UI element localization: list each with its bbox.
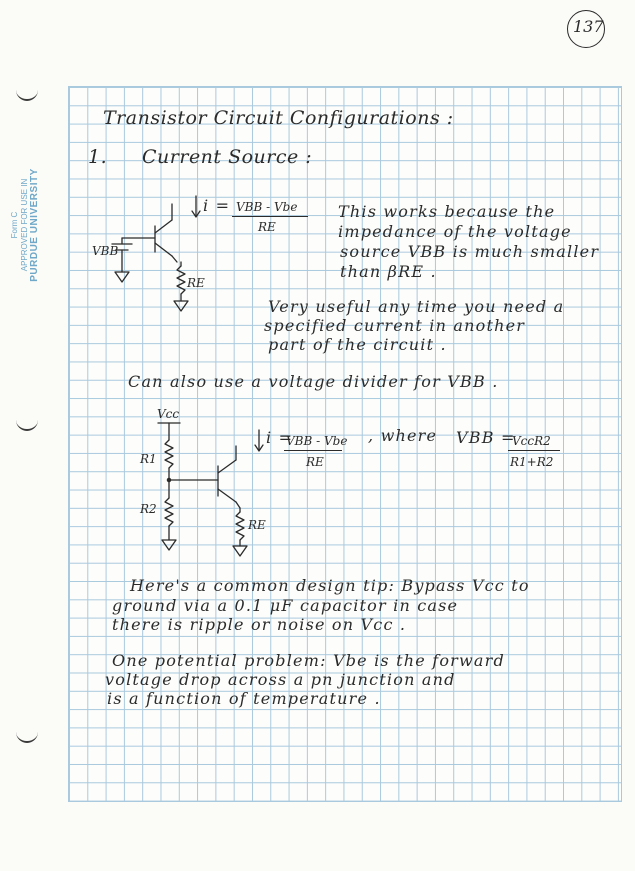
stamp-approved: APPROVED FOR USE IN	[20, 178, 29, 272]
vbb-eq-label: VBB =	[456, 428, 516, 447]
fraction-bar	[508, 450, 560, 451]
r1-label: R1	[140, 452, 157, 466]
page-number: 137	[573, 17, 604, 36]
explanation-line: source VBB is much smaller	[340, 242, 600, 261]
explanation-line: impedance of the voltage	[338, 222, 572, 241]
problem-line: One potential problem: Vbe is the forward	[112, 651, 505, 670]
current-eq-denominator: RE	[258, 220, 276, 234]
tip-line: there is ripple or noise on Vcc .	[112, 615, 407, 634]
section-heading: Current Source :	[142, 146, 313, 168]
tip-line: ground via a 0.1 μF capacitor in case	[112, 596, 459, 615]
stamp-university: PURDUE UNIVERSITY	[29, 168, 40, 282]
problem-line: voltage drop across a pn junction and	[105, 670, 456, 689]
where-text: , where	[368, 426, 438, 445]
page-title: Transistor Circuit Configurations :	[103, 107, 454, 129]
useful-line: specified current in another	[264, 316, 526, 335]
current-eq2-denominator: RE	[306, 455, 324, 469]
useful-line: part of the circuit .	[268, 335, 447, 354]
vbb-eq-denominator: R1+R2	[510, 455, 554, 469]
tip-line: Here's a common design tip: Bypass Vcc to	[130, 576, 530, 595]
problem-line: is a function of temperature .	[107, 689, 381, 708]
explanation-line: than βRE .	[340, 262, 437, 281]
vbb-label: VBB	[92, 244, 119, 258]
current-eq2-numerator: VBB - Vbe	[286, 434, 348, 448]
useful-line: Very useful any time you need a	[268, 297, 565, 316]
vcc-label: Vcc	[157, 407, 180, 421]
stamp-form: Form C	[10, 211, 19, 239]
current-eq-numerator: VBB - Vbe	[236, 200, 298, 214]
vbb-eq-numerator: VccR2	[512, 434, 551, 448]
section-number: 1.	[88, 146, 108, 168]
fraction-bar	[284, 450, 342, 451]
current-eq-label: i =	[203, 196, 231, 215]
divider-note: Can also use a voltage divider for VBB .	[128, 372, 499, 391]
explanation-line: This works because the	[338, 202, 556, 221]
re-label: RE	[187, 276, 205, 290]
re2-label: RE	[248, 518, 266, 532]
r2-label: R2	[140, 502, 157, 516]
current-eq2-label: i =	[266, 428, 294, 447]
